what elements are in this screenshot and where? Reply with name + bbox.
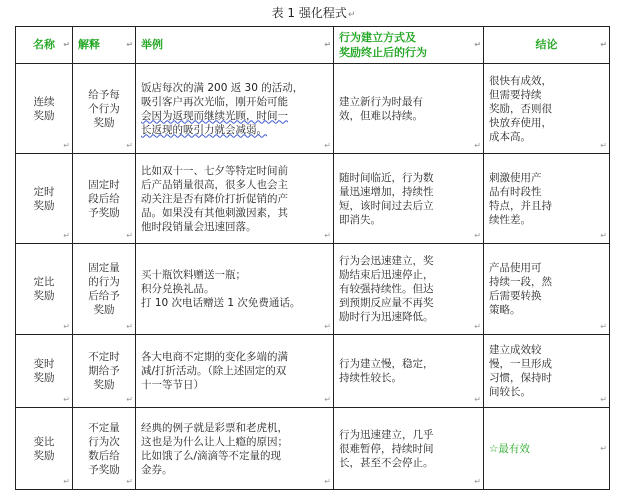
cell-line: 他时段销量会迅速回落。 — [141, 220, 257, 233]
cell-line: 后产品销量很高，很多人也会主 — [141, 178, 288, 191]
cell-mark-icon: ↵ — [474, 477, 481, 486]
cell-mark-icon: ↵ — [63, 141, 70, 150]
cell-name — [16, 64, 73, 154]
cell-line: 变比 — [33, 435, 55, 448]
cell-behavior — [334, 154, 484, 244]
cell-line: 行为迅速建立，几乎 — [339, 428, 434, 441]
cell-line: 不定量 — [88, 421, 120, 434]
cell-line: 即消失。 — [339, 213, 381, 226]
cell-line: 连续 — [33, 95, 55, 108]
header-name — [16, 27, 73, 64]
cell-mark-icon: ↵ — [600, 231, 607, 240]
cell-line: 金券。 — [141, 463, 173, 476]
cell-line: 定比 — [33, 276, 55, 288]
cell-line: 解释 — [78, 38, 100, 51]
cell-mark-icon: ↵ — [600, 141, 607, 150]
cell-line: 固定量 — [88, 262, 120, 274]
cell-line: 的行为 — [88, 276, 120, 288]
cell-mark-icon: ↵ — [600, 443, 607, 453]
cell-mark-icon: ↵ — [126, 477, 133, 486]
cell-line: 长，甚至不会停止。 — [339, 456, 434, 469]
cell-line: 减/打折活动。（除上述固定的双 — [141, 365, 287, 377]
cell-line: 经典的例子就是彩票和老虎机， — [141, 421, 288, 434]
cell-example — [136, 154, 334, 244]
cell-mark-icon: ↵ — [63, 395, 70, 404]
cell-mark-icon: ↵ — [126, 141, 133, 150]
header-conclusion — [484, 27, 610, 64]
cell-example — [136, 244, 334, 335]
cell-explain — [73, 244, 136, 335]
cell-line: 长返现的吸引力就会减弱。 — [141, 123, 267, 136]
paragraph-mark-icon: ↵ — [347, 10, 356, 20]
cell-conclusion — [484, 154, 610, 244]
cell-explain — [73, 408, 136, 490]
header-example — [136, 27, 334, 64]
cell-behavior — [334, 244, 484, 335]
cell-name — [16, 154, 73, 244]
cell-line: 策略。 — [489, 304, 521, 316]
cell-mark-icon: ↵ — [126, 231, 133, 240]
cell-mark-icon: ↵ — [63, 477, 70, 486]
cell-mark-icon: ↵ — [324, 231, 331, 240]
cell-mark-icon: ↵ — [63, 231, 70, 240]
cell-behavior — [334, 408, 484, 490]
cell-line: 到预期反应量不再奖 — [339, 297, 434, 309]
header-row — [16, 27, 610, 64]
cell-line: 数后给 — [88, 449, 120, 462]
cell-mark-icon: ↵ — [324, 322, 331, 331]
star-icon: ☆ — [489, 442, 499, 455]
cell-line: 吸引客户再次光临，刚开始可能 — [141, 95, 288, 108]
conclusion-best: 最有效 — [498, 442, 530, 455]
table-row — [16, 335, 610, 408]
cell-line: 奖励 — [93, 116, 115, 129]
cell-mark-icon: ↵ — [474, 40, 481, 49]
cell-mark-icon: ↵ — [600, 40, 607, 49]
cell-line: 予奖励 — [88, 206, 120, 219]
cell-line: 定时 — [33, 185, 55, 198]
cell-behavior — [334, 64, 484, 154]
cell-behavior — [334, 335, 484, 408]
cell-line: 持续一段，然 — [489, 276, 552, 288]
cell-line: 十一等节日） — [141, 379, 204, 391]
table-row — [16, 154, 610, 244]
cell-line: 各大电商不定期的变化多端的满 — [141, 351, 288, 363]
table-row — [16, 244, 610, 335]
cell-line: 快放弃使用， — [489, 116, 552, 129]
cell-line: 很快有成效， — [489, 74, 552, 87]
cell-mark-icon: ↵ — [63, 322, 70, 331]
cell-line: 不定时 — [88, 351, 120, 363]
cell-line: 固定时 — [88, 178, 120, 191]
cell-line: 随时间临近，行为数 — [339, 171, 434, 184]
cell-line: 励结束后迅速停止， — [339, 269, 434, 281]
cell-mark-icon: ↵ — [474, 141, 481, 150]
cell-mark-icon: ↵ — [474, 231, 481, 240]
cell-explain — [73, 154, 136, 244]
cell-explain — [73, 335, 136, 408]
cell-line: 短，该时间过去后立 — [339, 199, 434, 212]
cell-example — [136, 408, 334, 490]
cell-example — [136, 335, 334, 408]
cell-line: 段后给 — [88, 192, 120, 205]
cell-line: 很难暂停，持续时间 — [339, 442, 434, 455]
cell-line: 刺激使用产 — [489, 171, 542, 184]
cell-mark-icon: ↵ — [63, 40, 70, 49]
header-explain — [73, 27, 136, 64]
cell-line: 效，但难以持续。 — [339, 109, 423, 122]
header-behavior-line1: 行为建立方式及 — [339, 31, 416, 44]
cell-explain — [73, 64, 136, 154]
cell-line: 奖励，否则很 — [489, 102, 552, 115]
cell-mark-icon: ↵ — [324, 395, 331, 404]
table-row — [16, 64, 610, 154]
cell-mark-icon: ↵ — [324, 40, 331, 49]
cell-line: 品。如果没有其他刺激因素，其 — [141, 206, 288, 219]
cell-line: 后需要转换 — [489, 290, 542, 302]
cell-conclusion — [484, 335, 610, 408]
cell-line: 有较强持续性。但达 — [339, 283, 434, 295]
cell-line: 建立新行为时最有 — [339, 95, 423, 108]
cell-mark-icon: ↵ — [126, 395, 133, 404]
header-behavior-line2: 奖励终止后的行为 — [339, 46, 427, 59]
cell-mark-icon: ↵ — [600, 322, 607, 331]
cell-line: 产品使用可 — [489, 262, 542, 274]
cell-line: 特点，并且持 — [489, 199, 552, 212]
cell-line: 奖励 — [93, 379, 115, 391]
cell-line: 期给予 — [88, 365, 120, 377]
cell-name — [16, 408, 73, 490]
cell-mark-icon: ↵ — [600, 395, 607, 404]
cell-line: 名称 — [33, 38, 55, 51]
cell-line: 奖励 — [33, 372, 55, 384]
cell-line: 后给予 — [88, 290, 120, 302]
table-title-text: 表 1 强化程式 — [271, 6, 347, 20]
cell-mark-icon: ↵ — [474, 322, 481, 331]
cell-line: 间较长。 — [489, 386, 531, 398]
cell-line: 奖励 — [33, 109, 55, 122]
cell-line: 行为次 — [88, 435, 120, 448]
cell-line: 量迅速增加，持续性 — [339, 185, 434, 198]
cell-mark-icon: ↵ — [474, 395, 481, 404]
cell-line: 习惯，保持时 — [489, 372, 552, 384]
cell-line: 品有时段性 — [489, 185, 542, 198]
table-title — [0, 4, 627, 21]
table-row — [16, 408, 610, 490]
cell-line: 续性差。 — [489, 213, 531, 226]
cell-line: 持续性较长。 — [339, 372, 402, 384]
cell-conclusion — [484, 408, 610, 490]
cell-line: 励时行为迅速降低。 — [339, 311, 434, 323]
cell-mark-icon: ↵ — [324, 477, 331, 486]
cell-line: 建立成效较 — [489, 344, 542, 356]
cell-line: 买十瓶饮料赠送一瓶； — [141, 269, 246, 281]
cell-line: 奖励 — [93, 304, 115, 316]
cell-line: 打 10 次电话赠送 1 次免费通话。 — [141, 297, 301, 309]
cell-name — [16, 335, 73, 408]
cell-line: 但需要持续 — [489, 88, 542, 101]
cell-line: 会因为返现而继续光顾，时间一 — [141, 109, 288, 122]
cell-line: 积分兑换礼品。 — [141, 283, 215, 295]
cell-line: 奖励 — [33, 290, 55, 302]
cell-line: 个行为 — [88, 102, 120, 115]
cell-example — [136, 64, 334, 154]
cell-line: 行为会迅速建立，奖 — [339, 255, 434, 267]
cell-mark-icon: ↵ — [324, 141, 331, 150]
cell-line: 动关注是否有降价打折促销的产 — [141, 192, 288, 205]
cell-line: 给予每 — [88, 88, 120, 101]
cell-line: 变时 — [33, 358, 55, 370]
cell-line: 结论 — [535, 38, 558, 51]
cell-name — [16, 244, 73, 335]
cell-line: 奖励 — [33, 199, 55, 212]
cell-line: 予奖励 — [88, 463, 120, 476]
cell-line: 奖励 — [33, 449, 55, 462]
cell-line: 比如双十一、七夕等特定时间前 — [141, 164, 288, 177]
cell-line: 比如饿了么/滴滴等不定量的现 — [141, 449, 282, 462]
cell-line: 成本高。 — [489, 130, 531, 143]
cell-conclusion — [484, 244, 610, 335]
reinforcement-table — [15, 26, 610, 490]
cell-mark-icon: ↵ — [126, 322, 133, 331]
cell-line: 这也是为什么让人上瘾的原因； — [141, 435, 288, 448]
cell-line: 举例 — [141, 38, 163, 51]
cell-line: 行为建立慢，稳定， — [339, 358, 434, 370]
cell-conclusion — [484, 64, 610, 154]
cell-mark-icon: ↵ — [126, 40, 133, 49]
cell-line: 饭店每次的满 200 返 30 的活动， — [141, 81, 304, 94]
cell-line: 慢，一旦形成 — [489, 358, 552, 370]
header-behavior — [334, 27, 484, 64]
